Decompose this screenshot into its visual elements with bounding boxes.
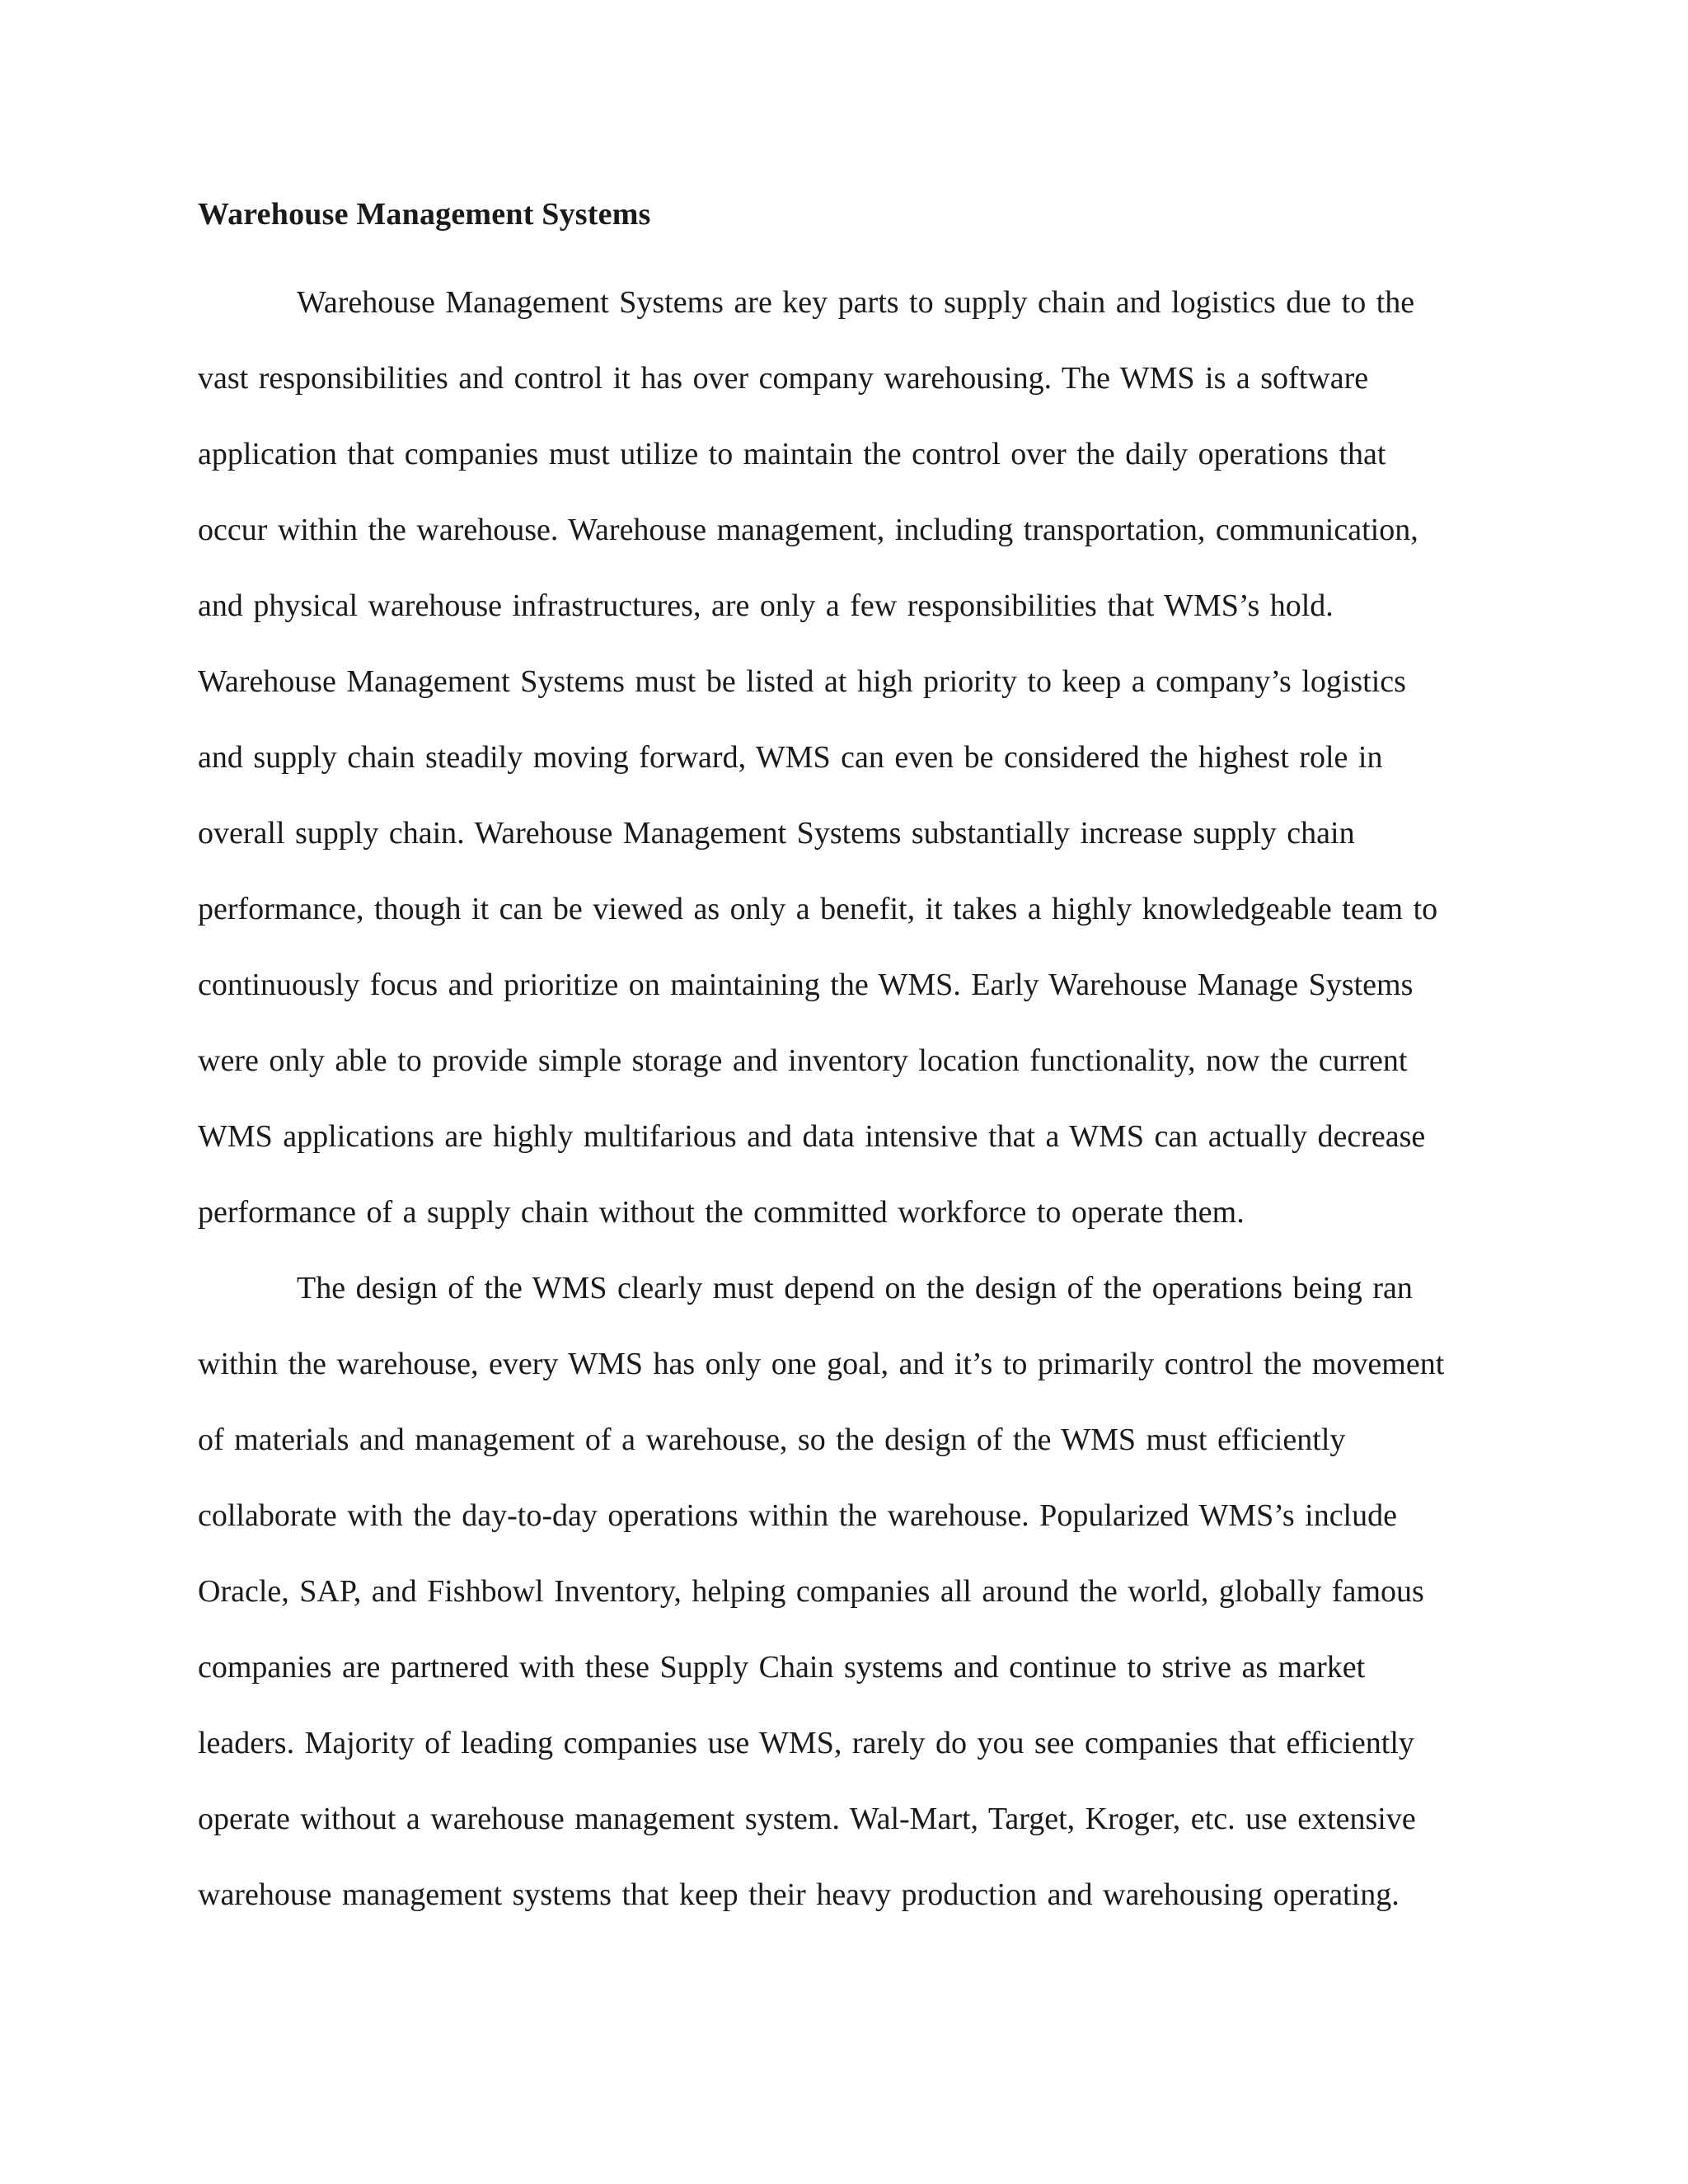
paragraph [198, 1250, 1500, 1933]
paragraph-line: application that companies must utilize to maintain the control over the daily operations that [198, 437, 1386, 471]
paragraph-line: vast responsibilities and control it has over company warehousing. The WMS is a software [198, 361, 1369, 396]
paragraph-line: Warehouse Management Systems are key parts to supply chain and logistics due to the [297, 285, 1415, 320]
paragraphs-container [198, 265, 1500, 1933]
paragraph-line: Warehouse Management Systems must be listed at high priority to keep a company’s logistics [198, 664, 1406, 699]
paragraph-line: continuously focus and prioritize on maintaining the WMS. Early Warehouse Manage Systems [198, 968, 1414, 1002]
paragraph [198, 265, 1500, 1250]
paragraph-line: operate without a warehouse management system. Wal-Mart, Target, Kroger, etc. use extensive [198, 1802, 1416, 1836]
paragraph-line: Oracle, SAP, and Fishbowl Inventory, helping companies all around the world, globally famous [198, 1574, 1424, 1609]
paragraph-line: companies are partnered with these Supply Chain systems and continue to strive as market [198, 1650, 1366, 1685]
paragraph-line: warehouse management systems that keep their heavy production and warehousing operating. [198, 1877, 1400, 1912]
paragraph-line: were only able to provide simple storage and inventory location functionality, now the current [198, 1043, 1408, 1078]
section-heading: Warehouse Management Systems [198, 197, 651, 232]
paragraph-line: and physical warehouse infrastructures, are only a few responsibilities that WMS’s hold. [198, 588, 1334, 623]
paragraph-line: occur within the warehouse. Warehouse management, including transportation, communication, [198, 513, 1418, 547]
paragraph-line: WMS applications are highly multifarious and data intensive that a WMS can actually decrease [198, 1119, 1426, 1154]
paragraph-line: leaders. Majority of leading companies use WMS, rarely do you see companies that efficiently [198, 1726, 1414, 1760]
paragraph-line: The design of the WMS clearly must depend on the design of the operations being ran [297, 1271, 1413, 1305]
paragraph-line: performance of a supply chain without the committed workforce to operate them. [198, 1195, 1245, 1230]
paragraph-line: within the warehouse, every WMS has only one goal, and it’s to primarily control the movement [198, 1347, 1445, 1381]
document-body [198, 190, 1500, 1933]
paragraph-line: of materials and management of a warehouse, so the design of the WMS must efficiently [198, 1422, 1346, 1457]
paragraph-line: performance, though it can be viewed as only a benefit, it takes a highly knowledgeable team to [198, 892, 1438, 926]
paragraph-line: overall supply chain. Warehouse Management Systems substantially increase supply chain [198, 816, 1355, 851]
paragraph-line: and supply chain steadily moving forward, WMS can even be considered the highest role in [198, 740, 1383, 775]
paragraph-line: collaborate with the day-to-day operations within the warehouse. Popularized WMS’s include [198, 1498, 1397, 1533]
